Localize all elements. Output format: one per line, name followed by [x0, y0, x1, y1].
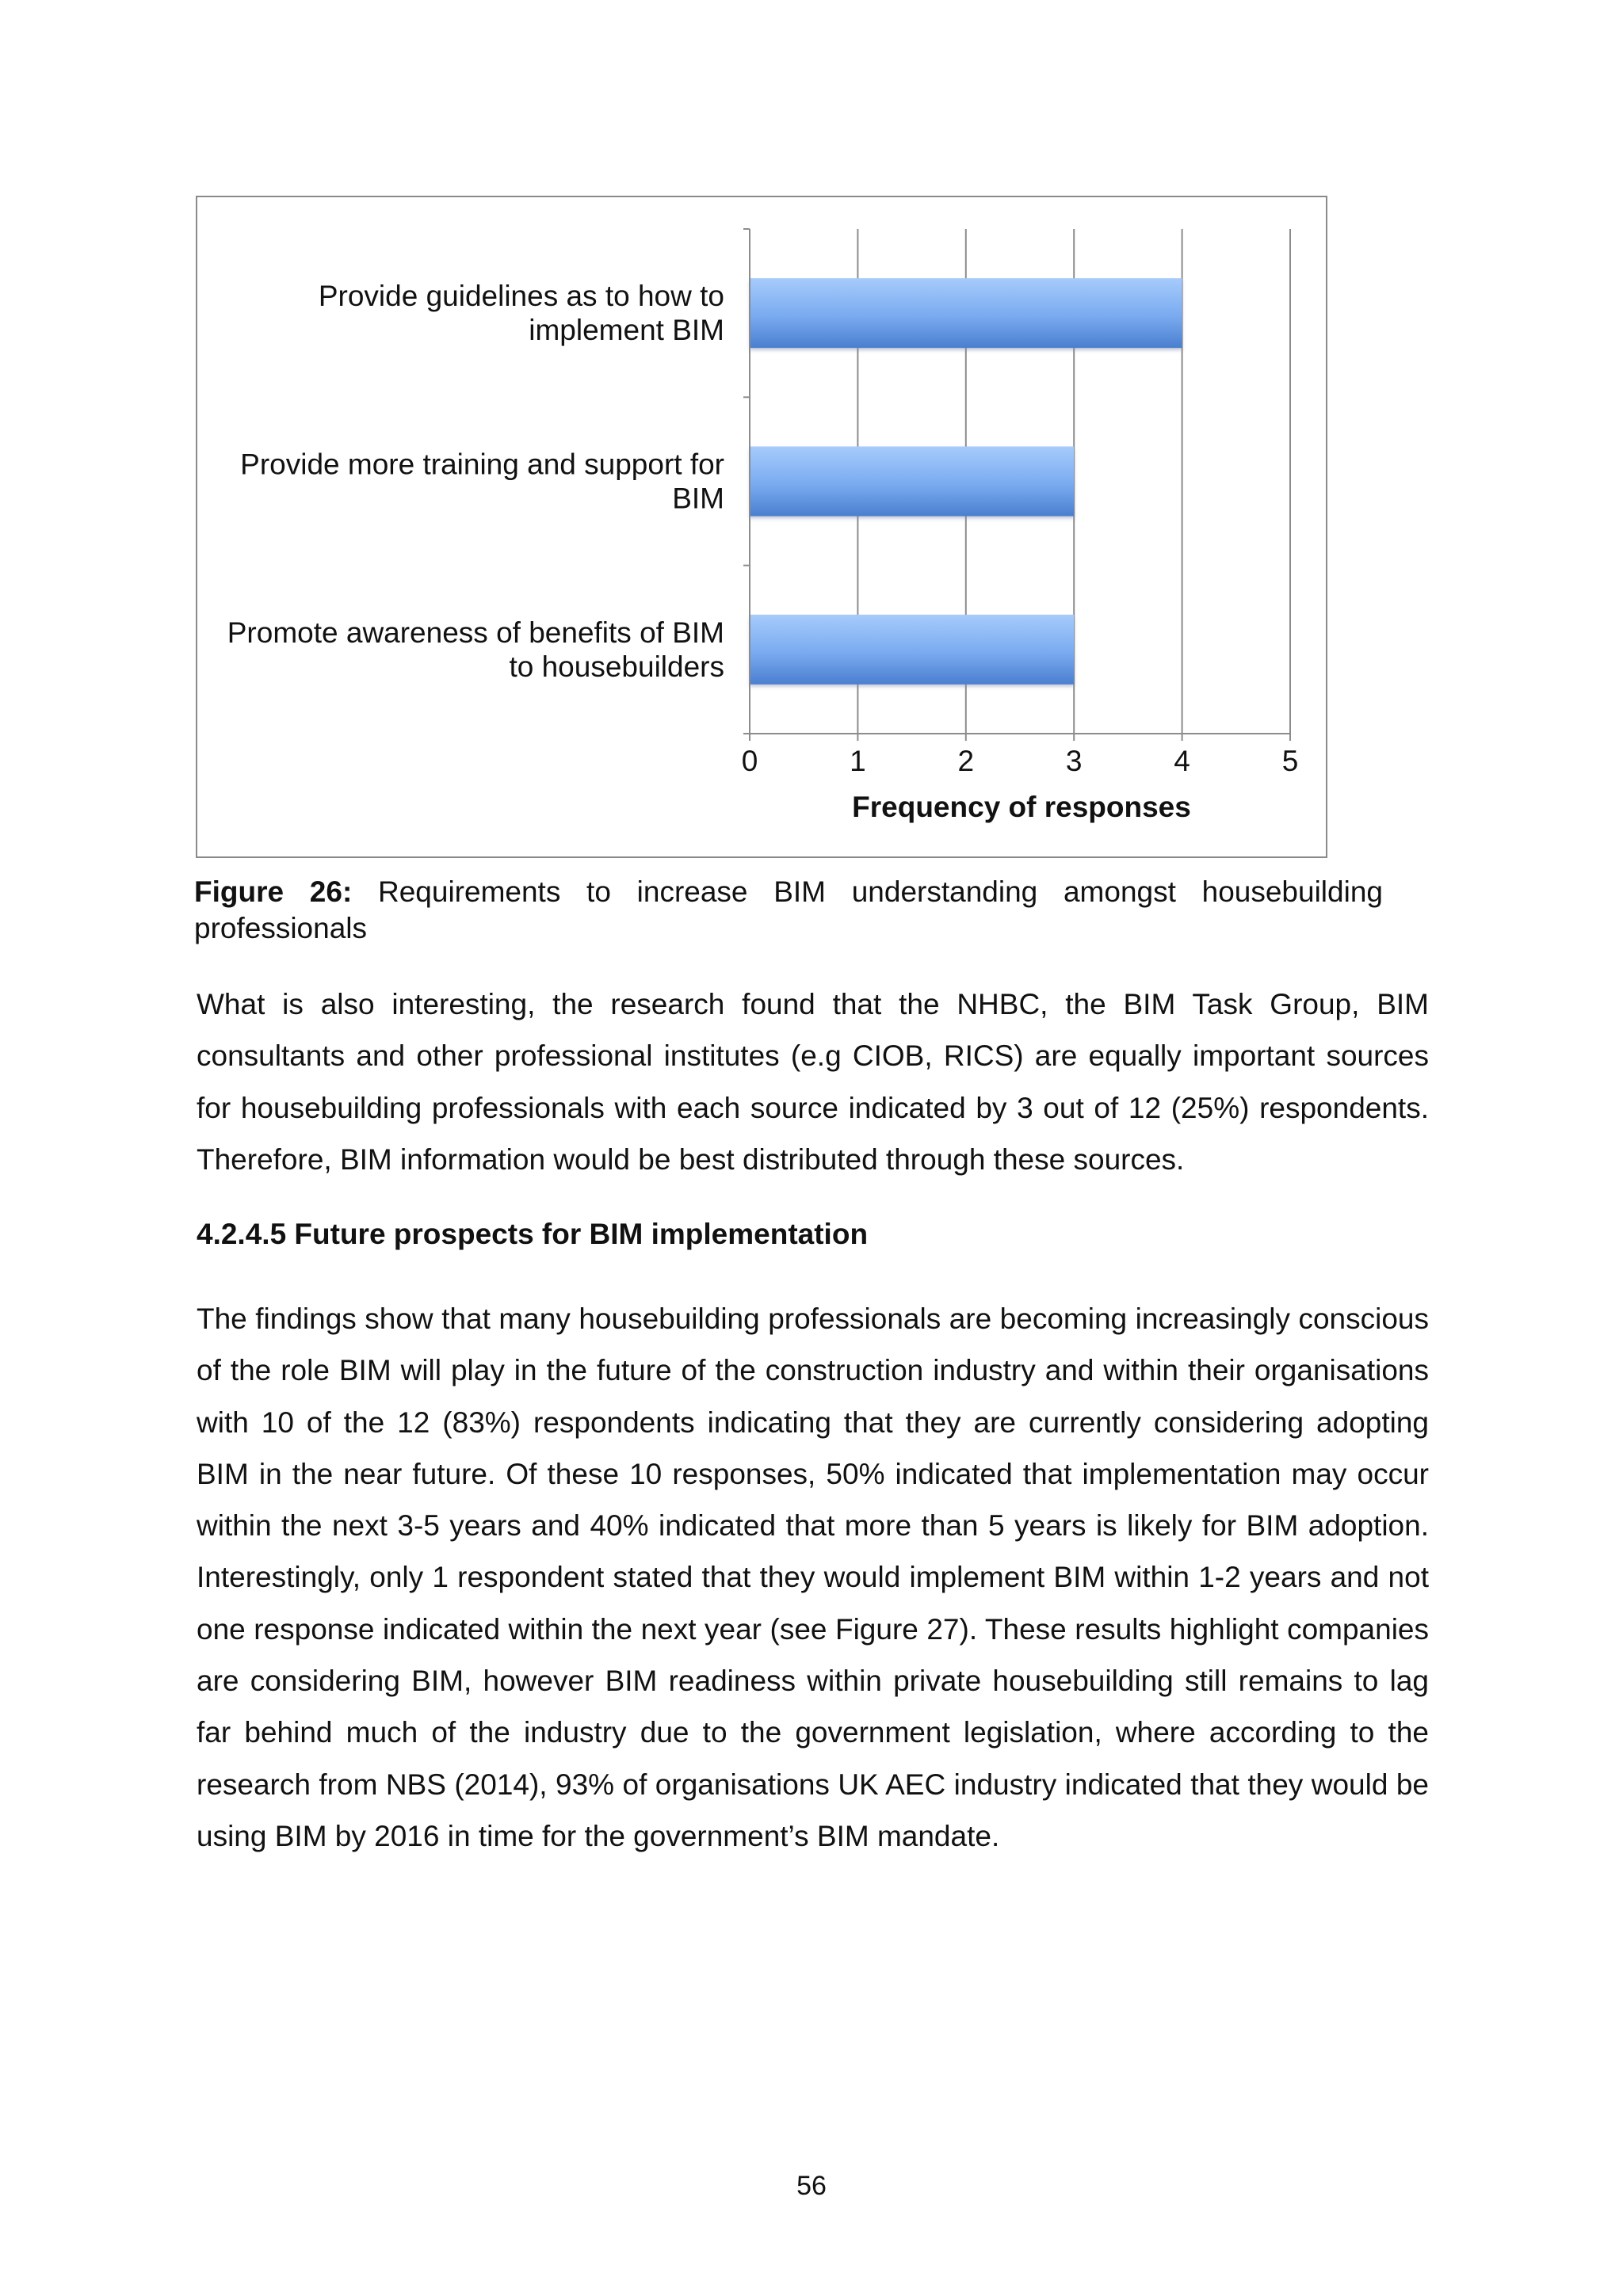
category-label-line: Promote awareness of benefits of BIM — [227, 616, 724, 649]
category-label-line: BIM — [672, 482, 724, 515]
page-number: 56 — [796, 2171, 827, 2201]
figure-caption-label: Figure 26: — [194, 875, 353, 908]
x-tick-label-0: 0 — [741, 745, 758, 777]
category-label-line: to housebuilders — [509, 650, 724, 683]
category-label-line: Provide more training and support for — [240, 448, 724, 481]
labels — [227, 280, 1299, 823]
body-paragraph-1: What is also interesting, the research found that the NHBC, the BIM Task Group, BIM consultants and other professional institutes (e.g CIOB, RICS) are equally important sources for housebuilding professionals with each source indicated by 3 out of 12 (25%) respondents. Therefore, BIM information would be best distributed through these sources. — [197, 988, 1429, 1176]
bar-3 — [750, 615, 1074, 685]
bar-chart — [197, 197, 1329, 860]
x-tick-label-1: 1 — [850, 745, 866, 777]
x-tick-label-3: 3 — [1065, 745, 1083, 777]
category-label-line: Provide guidelines as to how to — [318, 280, 724, 313]
category-label-2 — [240, 448, 724, 515]
category-label-line: implement BIM — [529, 314, 724, 347]
x-axis-title: Frequency of responses — [852, 791, 1191, 823]
bar-2 — [750, 447, 1074, 517]
x-tick-label-5: 5 — [1281, 745, 1299, 777]
x-tick-label-2: 2 — [957, 745, 975, 777]
bar-1 — [750, 278, 1182, 348]
body-paragraph-2: The findings show that many housebuilding professionals are becoming increasingly conscious of the role BIM will play in the future of the construction industry and within their organisations with 10 of the 12 (83%) respondents indicating that they are currently considering adopting BIM in the near future. Of these 10 responses, 50% indicated that implementation may occur within the next 3-5 years and 40% indicated that more than 5 years is likely for BIM adoption. Interestingly, only 1 respondent stated that they would implement BIM within 1-2 years and not one response indicated within the next year (see Figure 27). These results highlight companies are considering BIM, however BIM readiness within private housebuilding still remains to lag far behind much of the industry due to the government legislation, where according to the research from NBS (2014), 93% of organisations UK AEC industry indicated that they would be using BIM by 2016 in time for the government’s BIM mandate. — [197, 1302, 1429, 1852]
chart-frame — [196, 196, 1327, 858]
section-heading: 4.2.4.5 Future prospects for BIM implementation — [197, 1218, 869, 1250]
category-label-1 — [319, 280, 724, 346]
bars — [750, 278, 1182, 685]
figure-caption-text: Requirements to increase BIM understanding amongst housebuilding professionals — [194, 875, 1383, 944]
category-label-3 — [227, 616, 724, 683]
x-tick-label-4: 4 — [1174, 745, 1190, 777]
figure-caption — [194, 874, 1383, 947]
